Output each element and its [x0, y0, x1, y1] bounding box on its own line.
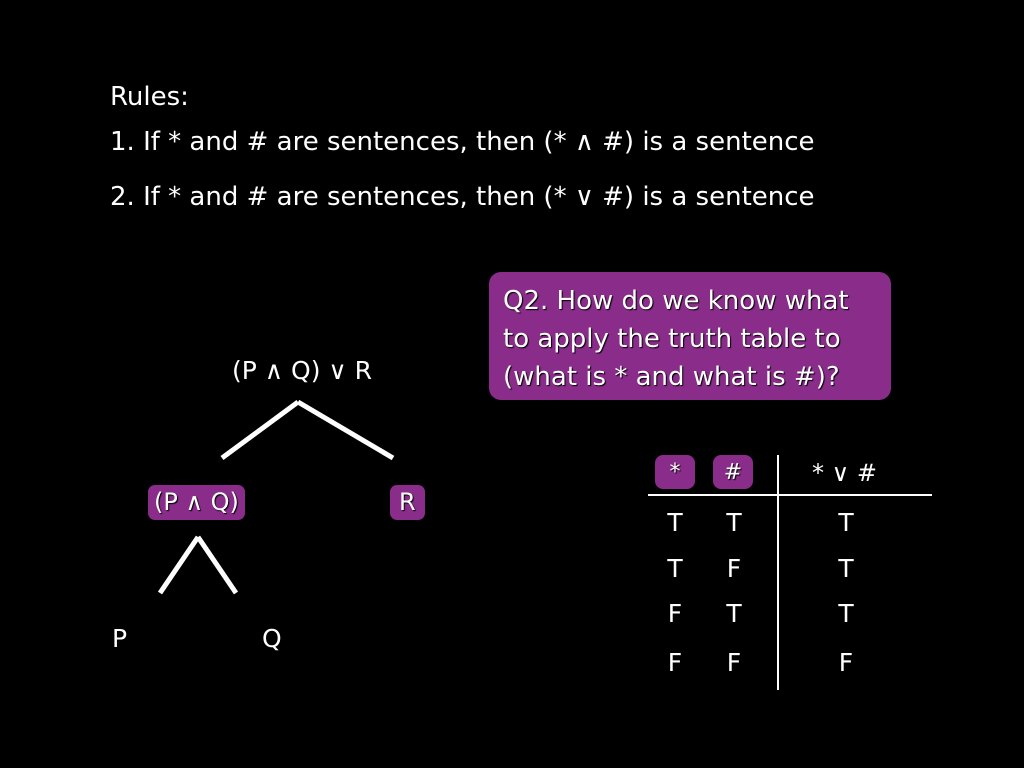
table-cell: T: [838, 554, 854, 583]
rule-2: 2. If * and # are sentences, then (* ∨ #) is a sentence: [110, 182, 815, 212]
table-header-star: *: [655, 455, 695, 489]
tree-root-formula: (P ∧ Q) ∨ R: [232, 356, 373, 385]
table-cell: T: [726, 599, 742, 628]
question-box: [489, 272, 891, 400]
table-cell: F: [726, 648, 742, 677]
tree-edge-root-right: [298, 402, 393, 458]
table-header-disjunction: * ∨ #: [812, 459, 877, 487]
question-line-2: to apply the truth table to: [503, 324, 841, 354]
question-line-1: Q2. How do we know what: [503, 286, 849, 316]
table-cell: F: [667, 599, 683, 628]
tree-leaf-q: Q: [262, 624, 282, 653]
tree-node-r: R: [390, 485, 425, 520]
table-cell: F: [667, 648, 683, 677]
tree-leaf-p: P: [112, 624, 128, 653]
table-cell: T: [838, 599, 854, 628]
table-cell: T: [667, 554, 683, 583]
rule-1: 1. If * and # are sentences, then (* ∧ #) is a sentence: [110, 127, 815, 157]
table-cell: T: [667, 508, 683, 537]
table-header-hash: #: [713, 455, 753, 489]
question-line-3: (what is * and what is #)?: [503, 362, 840, 392]
table-cell: T: [726, 508, 742, 537]
table-cell: F: [838, 648, 854, 677]
rules-title: Rules:: [110, 82, 189, 112]
table-cell: F: [726, 554, 742, 583]
tree-node-p-and-q: (P ∧ Q): [148, 485, 245, 520]
table-cell: T: [838, 508, 854, 537]
tree-edge-pq-q: [198, 537, 236, 593]
tree-edge-pq-p: [160, 537, 198, 593]
tree-edge-root-left: [222, 402, 298, 458]
